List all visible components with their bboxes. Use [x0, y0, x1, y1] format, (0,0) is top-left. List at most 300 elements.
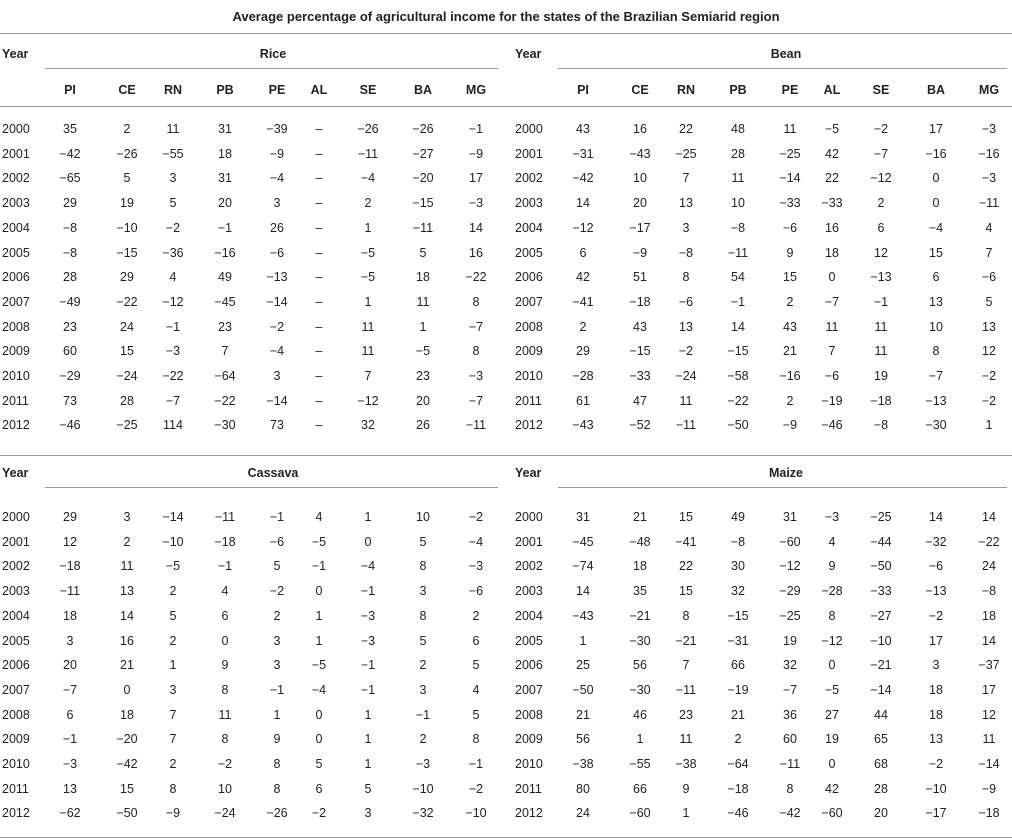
- year-cell: 2011: [515, 781, 542, 796]
- value-cell: 15: [120, 781, 134, 796]
- value-cell: 12: [982, 707, 996, 722]
- value-cell: 1: [273, 707, 281, 722]
- value-cell: −24: [214, 806, 236, 821]
- value-cell: 16: [120, 633, 134, 648]
- value-cell: −15: [727, 608, 749, 623]
- value-cell: −30: [629, 633, 651, 648]
- value-cell: 2: [419, 732, 427, 747]
- value-cell: 23: [679, 707, 693, 722]
- value-cell: 11: [166, 122, 180, 136]
- state-header-se: SE: [872, 83, 890, 97]
- value-cell: –: [315, 393, 323, 408]
- value-cell: 60: [783, 732, 797, 747]
- value-cell: 3: [273, 633, 281, 648]
- value-cell: −14: [266, 393, 288, 408]
- value-cell: −5: [360, 270, 376, 285]
- value-cell: −10: [925, 781, 947, 796]
- value-cell: −33: [779, 196, 801, 211]
- state-header-al: AL: [823, 83, 841, 97]
- value-cell: −21: [675, 633, 697, 648]
- year-cell: 2001: [2, 534, 30, 549]
- value-cell: −3: [165, 344, 181, 359]
- value-cell: −42: [779, 806, 801, 821]
- value-cell: 19: [120, 196, 134, 211]
- value-cell: −13: [925, 393, 947, 408]
- value-cell: 1: [636, 732, 644, 747]
- value-cell: −3: [360, 608, 376, 623]
- value-cell: 114: [163, 418, 183, 433]
- value-cell: −2: [678, 344, 694, 359]
- crop-header-rule: [558, 68, 1007, 69]
- year-cell: 2006: [2, 658, 30, 673]
- value-cell: 14: [982, 510, 996, 524]
- value-cell: 8: [419, 559, 427, 574]
- value-cell: 1: [364, 757, 372, 771]
- year-cell: 2009: [515, 344, 543, 359]
- value-cell: −1: [360, 658, 376, 673]
- value-cell: −30: [214, 418, 236, 433]
- value-cell: −14: [266, 294, 288, 309]
- value-cell: 65: [874, 732, 888, 747]
- year-cell: 2010: [515, 369, 543, 383]
- value-cell: −9: [632, 245, 648, 260]
- value-cell: −7: [62, 682, 78, 697]
- value-cell: −44: [870, 534, 892, 549]
- value-cell: 17: [469, 171, 483, 186]
- value-cell: −8: [730, 220, 746, 235]
- value-cell: 47: [633, 393, 647, 408]
- value-cell: −1: [415, 707, 431, 722]
- value-cell: 8: [472, 294, 480, 309]
- state-header-mg: MG: [465, 83, 487, 97]
- year-cell: 2004: [515, 220, 543, 235]
- value-cell: −14: [870, 682, 892, 697]
- value-cell: −22: [116, 294, 138, 309]
- value-cell: −1: [269, 510, 285, 524]
- state-header-pe: PE: [268, 83, 286, 97]
- state-header-pe: PE: [781, 83, 799, 97]
- value-cell: 0: [315, 584, 323, 599]
- value-cell: 2: [877, 196, 885, 211]
- value-cell: −5: [311, 658, 327, 673]
- value-cell: −26: [412, 122, 434, 136]
- value-cell: −14: [162, 510, 184, 524]
- value-cell: −11: [357, 146, 379, 161]
- value-cell: 13: [679, 196, 693, 211]
- value-cell: 6: [472, 633, 480, 648]
- value-cell: −3: [62, 757, 78, 771]
- value-cell: −7: [468, 393, 484, 408]
- value-cell: −4: [360, 171, 376, 186]
- value-cell: −29: [779, 584, 801, 599]
- value-cell: −24: [675, 369, 697, 383]
- value-cell: −9: [165, 806, 181, 821]
- year-header: Year: [515, 47, 542, 61]
- value-cell: −26: [266, 806, 288, 821]
- value-cell: 16: [633, 122, 647, 136]
- value-cell: 11: [679, 732, 693, 747]
- value-cell: 9: [682, 781, 690, 796]
- value-cell: 2: [786, 393, 794, 408]
- value-cell: −22: [162, 369, 184, 383]
- value-cell: 24: [982, 559, 996, 574]
- value-cell: 66: [633, 781, 647, 796]
- value-cell: 4: [828, 534, 836, 549]
- state-header-ce: CE: [631, 83, 649, 97]
- value-cell: −2: [217, 757, 233, 771]
- value-cell: −3: [981, 171, 997, 186]
- value-cell: 22: [679, 559, 693, 574]
- year-cell: 2000: [515, 122, 543, 136]
- value-cell: −15: [412, 196, 434, 211]
- state-header-pb: PB: [729, 83, 747, 97]
- value-cell: −22: [465, 270, 487, 285]
- value-cell: 43: [576, 122, 590, 136]
- value-cell: −10: [870, 633, 892, 648]
- subheader-rule: [0, 106, 1012, 107]
- value-cell: −4: [269, 344, 285, 359]
- value-cell: 7: [985, 245, 993, 260]
- value-cell: −5: [415, 344, 431, 359]
- value-cell: −5: [311, 534, 327, 549]
- value-cell: −2: [468, 781, 484, 796]
- value-cell: 20: [874, 806, 888, 821]
- value-cell: −2: [311, 806, 327, 821]
- value-cell: 29: [63, 196, 77, 211]
- value-cell: −18: [870, 393, 892, 408]
- value-cell: −11: [675, 418, 697, 433]
- value-cell: −52: [629, 418, 651, 433]
- value-cell: −4: [269, 171, 285, 186]
- value-cell: –: [315, 171, 323, 186]
- state-header-mg: MG: [978, 83, 1000, 97]
- value-cell: −45: [214, 294, 236, 309]
- value-cell: −8: [981, 584, 997, 599]
- year-cell: 2005: [2, 245, 30, 260]
- value-cell: 5: [419, 633, 427, 648]
- state-header-rn: RN: [163, 83, 183, 97]
- title-rule: [0, 33, 1012, 34]
- value-cell: −1: [165, 319, 181, 334]
- value-cell: 10: [416, 510, 430, 524]
- value-cell: –: [315, 146, 323, 161]
- year-cell: 2012: [2, 418, 30, 433]
- value-cell: 32: [783, 658, 797, 673]
- year-cell: 2003: [2, 584, 30, 599]
- value-cell: 26: [416, 418, 430, 433]
- value-cell: −74: [572, 559, 594, 574]
- value-cell: −4: [468, 534, 484, 549]
- value-cell: –: [315, 319, 323, 334]
- value-cell: –: [315, 418, 323, 433]
- value-cell: 29: [576, 344, 590, 359]
- year-cell: 2011: [515, 393, 542, 408]
- value-cell: −31: [727, 633, 749, 648]
- state-header-pi: PI: [577, 83, 589, 97]
- value-cell: 18: [218, 146, 232, 161]
- value-cell: 1: [364, 707, 372, 722]
- value-cell: 7: [221, 344, 229, 359]
- value-cell: 11: [874, 344, 888, 359]
- value-cell: 8: [828, 608, 836, 623]
- value-cell: 46: [633, 707, 647, 722]
- state-header-rn: RN: [676, 83, 696, 97]
- value-cell: −20: [412, 171, 434, 186]
- value-cell: 13: [982, 319, 996, 334]
- value-cell: −12: [821, 633, 843, 648]
- value-cell: −14: [779, 171, 801, 186]
- value-cell: −32: [925, 534, 947, 549]
- value-cell: −7: [165, 393, 181, 408]
- value-cell: 6: [877, 220, 885, 235]
- value-cell: −64: [727, 757, 749, 771]
- value-cell: −3: [468, 559, 484, 574]
- year-cell: 2012: [515, 418, 543, 433]
- value-cell: −2: [165, 220, 181, 235]
- year-cell: 2000: [2, 122, 30, 136]
- value-cell: 8: [932, 344, 940, 359]
- year-cell: 2008: [2, 707, 30, 722]
- value-cell: 5: [472, 707, 480, 722]
- year-cell: 2007: [515, 682, 543, 697]
- value-cell: −55: [162, 146, 184, 161]
- value-cell: 20: [633, 196, 647, 211]
- value-cell: −2: [269, 319, 285, 334]
- year-cell: 2004: [2, 220, 30, 235]
- value-cell: −14: [978, 757, 1000, 771]
- value-cell: −32: [412, 806, 434, 821]
- value-cell: 3: [932, 658, 940, 673]
- year-cell: 2011: [2, 393, 29, 408]
- value-cell: −13: [266, 270, 288, 285]
- year-cell: 2004: [2, 608, 30, 623]
- state-header-ba: BA: [413, 83, 433, 97]
- value-cell: −1: [360, 682, 376, 697]
- value-cell: −28: [821, 584, 843, 599]
- value-cell: 2: [734, 732, 742, 747]
- value-cell: 36: [783, 707, 797, 722]
- value-cell: 3: [66, 633, 74, 648]
- value-cell: 43: [633, 319, 647, 334]
- value-cell: −38: [572, 757, 594, 771]
- value-cell: −25: [116, 418, 138, 433]
- state-header-pi: PI: [64, 83, 76, 97]
- value-cell: −18: [978, 806, 1000, 821]
- value-cell: 22: [825, 171, 839, 186]
- value-cell: −46: [821, 418, 843, 433]
- value-cell: –: [315, 196, 323, 211]
- value-cell: −11: [465, 418, 487, 433]
- value-cell: 73: [270, 418, 284, 433]
- value-cell: −8: [62, 245, 78, 260]
- value-cell: −2: [928, 757, 944, 771]
- value-cell: −46: [59, 418, 81, 433]
- value-cell: –: [315, 294, 323, 309]
- value-cell: −43: [572, 608, 594, 623]
- value-cell: 2: [419, 658, 427, 673]
- value-cell: 3: [123, 510, 131, 524]
- year-cell: 2001: [515, 534, 543, 549]
- value-cell: −9: [269, 146, 285, 161]
- value-cell: −8: [730, 534, 746, 549]
- value-cell: −6: [468, 584, 484, 599]
- value-cell: −60: [779, 534, 801, 549]
- value-cell: −22: [978, 534, 1000, 549]
- value-cell: 11: [416, 294, 430, 309]
- value-cell: −18: [214, 534, 236, 549]
- value-cell: −24: [116, 369, 138, 383]
- value-cell: 10: [929, 319, 943, 334]
- value-cell: −1: [62, 732, 78, 747]
- value-cell: −43: [629, 146, 651, 161]
- value-cell: −11: [675, 682, 697, 697]
- value-cell: 15: [679, 584, 693, 599]
- value-cell: −33: [870, 584, 892, 599]
- value-cell: −50: [727, 418, 749, 433]
- year-cell: 2009: [515, 732, 543, 747]
- value-cell: 19: [874, 369, 888, 383]
- value-cell: −62: [59, 806, 81, 821]
- value-cell: 4: [169, 270, 177, 285]
- year-cell: 2008: [2, 319, 30, 334]
- value-cell: −26: [357, 122, 379, 136]
- value-cell: −41: [572, 294, 594, 309]
- value-cell: 13: [929, 732, 943, 747]
- value-cell: 11: [679, 393, 693, 408]
- value-cell: 18: [120, 707, 134, 722]
- value-cell: 10: [633, 171, 647, 186]
- value-cell: −7: [782, 682, 798, 697]
- value-cell: 56: [576, 732, 590, 747]
- value-cell: 18: [929, 707, 943, 722]
- value-cell: 3: [169, 171, 177, 186]
- value-cell: 66: [731, 658, 745, 673]
- value-cell: −30: [925, 418, 947, 433]
- value-cell: 8: [221, 682, 229, 697]
- value-cell: 21: [783, 344, 797, 359]
- value-cell: −27: [870, 608, 892, 623]
- value-cell: −1: [468, 757, 484, 771]
- value-cell: 13: [679, 319, 693, 334]
- value-cell: 28: [120, 393, 134, 408]
- value-cell: 5: [315, 757, 323, 771]
- value-cell: 11: [361, 319, 375, 334]
- value-cell: −10: [116, 220, 138, 235]
- value-cell: −16: [214, 245, 236, 260]
- value-cell: 19: [825, 732, 839, 747]
- year-cell: 2012: [2, 806, 30, 821]
- value-cell: 16: [825, 220, 839, 235]
- value-cell: 19: [783, 633, 797, 648]
- value-cell: −3: [468, 196, 484, 211]
- value-cell: −1: [217, 220, 233, 235]
- value-cell: 29: [63, 510, 77, 524]
- value-cell: 8: [221, 732, 229, 747]
- value-cell: 27: [825, 707, 839, 722]
- value-cell: 1: [364, 510, 372, 524]
- value-cell: 6: [579, 245, 587, 260]
- value-cell: 1: [985, 418, 993, 433]
- value-cell: −17: [925, 806, 947, 821]
- value-cell: −17: [629, 220, 651, 235]
- value-cell: 4: [315, 510, 323, 524]
- value-cell: −11: [214, 510, 236, 524]
- value-cell: −4: [360, 559, 376, 574]
- value-cell: 0: [221, 633, 229, 648]
- value-cell: −3: [468, 369, 484, 383]
- value-cell: 5: [419, 534, 427, 549]
- value-cell: 1: [315, 633, 323, 648]
- value-cell: −21: [870, 658, 892, 673]
- value-cell: 28: [63, 270, 77, 285]
- value-cell: 7: [169, 732, 177, 747]
- value-cell: 14: [469, 220, 483, 235]
- value-cell: 0: [932, 171, 940, 186]
- value-cell: 20: [63, 658, 77, 673]
- value-cell: −1: [311, 559, 327, 574]
- value-cell: −50: [870, 559, 892, 574]
- value-cell: −12: [870, 171, 892, 186]
- value-cell: 5: [169, 196, 177, 211]
- value-cell: 2: [472, 608, 480, 623]
- value-cell: 3: [419, 682, 427, 697]
- value-cell: −41: [675, 534, 697, 549]
- value-cell: −1: [730, 294, 746, 309]
- value-cell: 20: [416, 393, 430, 408]
- value-cell: 8: [169, 781, 177, 796]
- value-cell: −60: [821, 806, 843, 821]
- year-cell: 2002: [2, 559, 30, 574]
- value-cell: 8: [472, 344, 480, 359]
- value-cell: 42: [825, 146, 839, 161]
- value-cell: 31: [576, 510, 590, 524]
- value-cell: 2: [364, 196, 372, 211]
- value-cell: −1: [360, 584, 376, 599]
- crop-header: Maize: [768, 466, 804, 480]
- value-cell: −8: [873, 418, 889, 433]
- year-cell: 2010: [2, 757, 30, 771]
- value-cell: −2: [981, 393, 997, 408]
- value-cell: 0: [828, 658, 836, 673]
- value-cell: −30: [629, 682, 651, 697]
- value-cell: −12: [162, 294, 184, 309]
- value-cell: 1: [682, 806, 690, 821]
- value-cell: 1: [579, 633, 587, 648]
- value-cell: −2: [981, 369, 997, 383]
- year-cell: 2003: [2, 196, 30, 211]
- value-cell: 2: [123, 122, 131, 136]
- value-cell: 68: [874, 757, 888, 771]
- value-cell: 14: [576, 584, 590, 599]
- value-cell: 5: [169, 608, 177, 623]
- value-cell: 5: [985, 294, 993, 309]
- value-cell: 48: [731, 122, 745, 136]
- year-cell: 2003: [515, 196, 543, 211]
- value-cell: −13: [870, 270, 892, 285]
- value-cell: −16: [779, 369, 801, 383]
- value-cell: −36: [162, 245, 184, 260]
- value-cell: −7: [468, 319, 484, 334]
- value-cell: 0: [123, 682, 131, 697]
- value-cell: 24: [576, 806, 590, 821]
- value-cell: 28: [874, 781, 888, 796]
- value-cell: 9: [828, 559, 836, 574]
- value-cell: −48: [629, 534, 651, 549]
- value-cell: −10: [465, 806, 487, 821]
- value-cell: 54: [731, 270, 745, 285]
- value-cell: −3: [415, 757, 431, 771]
- value-cell: −9: [782, 418, 798, 433]
